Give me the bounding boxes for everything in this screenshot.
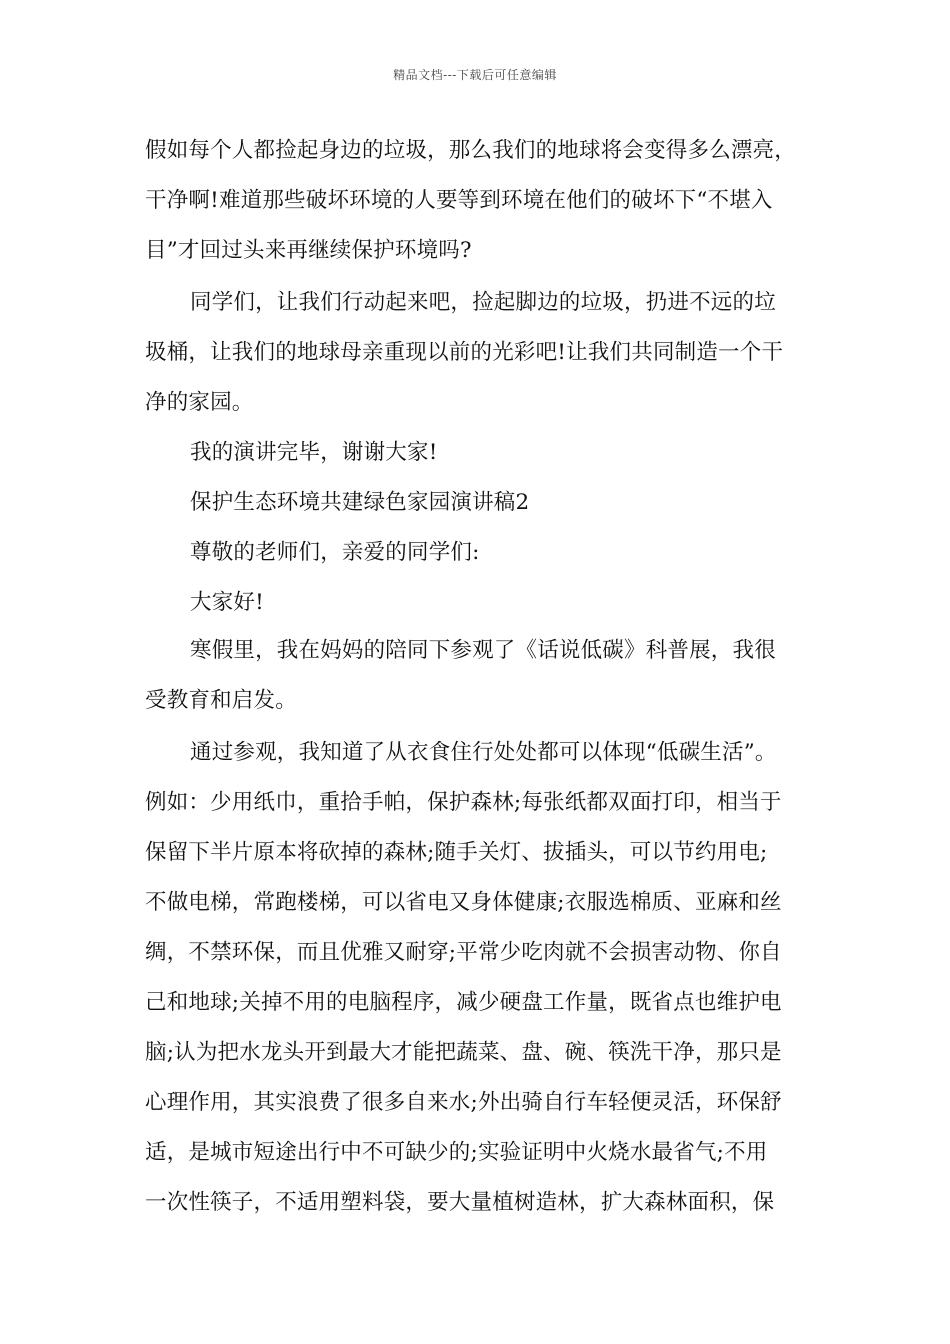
text-line: 通过参观，我知道了从衣食住行处处都可以体现“低碳生活”。 (190, 740, 777, 765)
text-line: 假如每个人都捡起身边的垃圾，那么我们的地球将会变得多么漂亮， (145, 138, 797, 163)
text-line: 不做电梯，常跑楼梯，可以省电又身体健康;衣服选棉质、亚麻和丝 (145, 890, 782, 915)
text-line: 一次性筷子，不适用塑料袋，要大量植树造林，扩大森林面积，保 (145, 1190, 775, 1215)
page-header: 精品文档---下载后可任意编辑 (393, 68, 557, 82)
text-line: 例如：少用纸巾，重拾手帕，保护森林;每张纸都双面打印，相当于 (145, 790, 782, 815)
text-line: 我的演讲完毕，谢谢大家! (190, 440, 438, 465)
text-line: 圾桶，让我们的地球母亲重现以前的光彩吧!让我们共同制造一个干 (145, 340, 784, 365)
text-line: 适，是城市短途出行中不可缺少的;实验证明中火烧水最省气;不用 (145, 1140, 768, 1165)
text-line: 尊敬的老师们，亲爱的同学们: (190, 540, 480, 565)
text-line: 绸，不禁环保，而且优雅又耐穿;平常少吃肉就不会损害动物、你自 (145, 940, 782, 965)
text-line: 心理作用，其实浪费了很多自来水;外出骑自行车轻便灵活，环保舒 (145, 1090, 782, 1115)
text-line: 受教育和启发。 (145, 688, 297, 713)
text-line: 脑;认为把水龙头开到最大才能把蔬菜、盘、碗、筷洗干净，那只是 (145, 1040, 782, 1065)
text-line: 保留下半片原本将砍掉的森林;随手关灯、拔插头，可以节约用电; (145, 840, 768, 865)
text-line: 目”才回过头来再继续保护环境吗? (145, 238, 472, 263)
text-line: 同学们，让我们行动起来吧，捡起脚边的垃圾，扔进不远的垃 (190, 290, 776, 315)
text-line: 干净啊!难道那些破坏环境的人要等到环境在他们的破坏下“不堪入 (145, 188, 773, 213)
section-title: 保护生态环境共建绿色家园演讲稿2 (190, 490, 530, 515)
text-line: 寒假里，我在妈妈的陪同下参观了《话说低碳》科普展，我很 (190, 638, 776, 663)
text-line: 己和地球;关掉不用的电脑程序，减少硬盘工作量，既省点也维护电 (145, 990, 782, 1015)
text-line: 大家好! (190, 590, 264, 615)
text-line: 净的家园。 (145, 390, 254, 415)
